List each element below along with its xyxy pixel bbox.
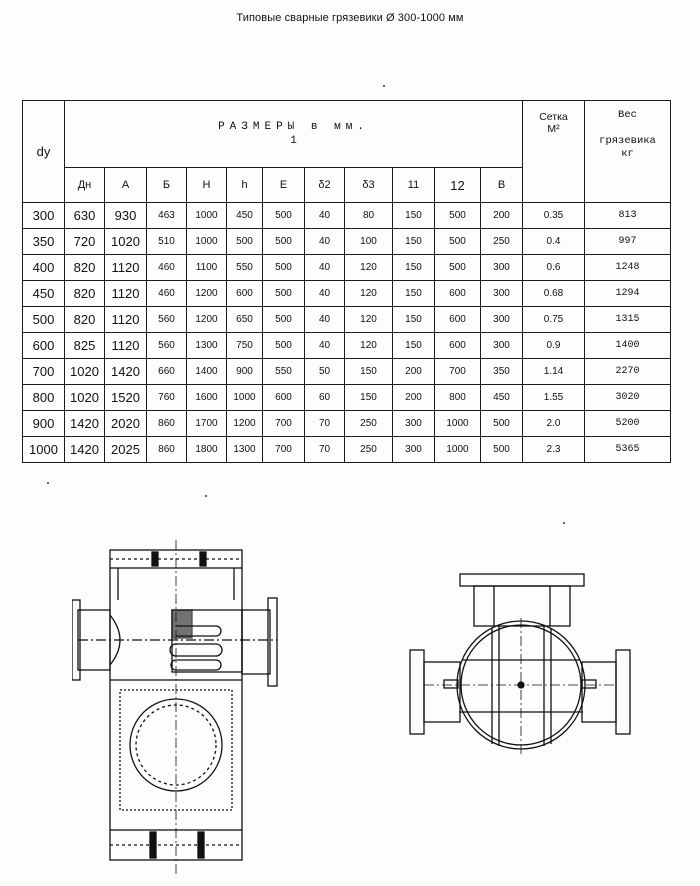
table-cell: 150 [393, 307, 435, 333]
table-cell: 1120 [105, 333, 147, 359]
setka-header [523, 101, 585, 203]
table-cell: 600 [435, 307, 481, 333]
table-cell: 600 [435, 281, 481, 307]
table-cell: 510 [147, 229, 187, 255]
table-cell: 550 [263, 359, 305, 385]
table-cell: 50 [305, 359, 345, 385]
table-cell: 200 [393, 359, 435, 385]
dimensions-table [22, 100, 671, 463]
table-cell: 500 [435, 229, 481, 255]
table-cell: 450 [227, 203, 263, 229]
table-cell: 120 [345, 255, 393, 281]
table-cell: 500 [263, 333, 305, 359]
scan-speck [205, 495, 207, 497]
table-cell: 460 [147, 255, 187, 281]
scan-speck [47, 482, 49, 484]
column-header: 11 [393, 168, 435, 203]
table-cell: 463 [147, 203, 187, 229]
table-cell: 500 [481, 437, 523, 463]
table-cell: 120 [345, 281, 393, 307]
table-cell: 0.9 [523, 333, 585, 359]
ves-label: Вес [618, 109, 637, 121]
sizes-header [65, 101, 523, 168]
table-cell: 2025 [105, 437, 147, 463]
table-cell: 40 [305, 203, 345, 229]
table-cell: 1000 [23, 437, 65, 463]
column-header: 12 [435, 168, 481, 203]
table-cell: 70 [305, 411, 345, 437]
table-cell: 1000 [435, 411, 481, 437]
table-cell: 40 [305, 281, 345, 307]
table-cell: 500 [23, 307, 65, 333]
table-cell: 1100 [187, 255, 227, 281]
table-cell: 1000 [435, 437, 481, 463]
table-cell: 550 [227, 255, 263, 281]
table-cell: 1020 [105, 229, 147, 255]
table-row [23, 437, 671, 463]
table-cell: 300 [481, 307, 523, 333]
table-cell: 2.0 [523, 411, 585, 437]
table-row [23, 411, 671, 437]
table-cell: 1020 [65, 385, 105, 411]
table-cell: 900 [227, 359, 263, 385]
table-row [23, 255, 671, 281]
table-cell: 1300 [187, 333, 227, 359]
table-cell: 200 [393, 385, 435, 411]
table-cell: 1248 [585, 255, 671, 281]
table-row [23, 203, 671, 229]
scan-speck [383, 85, 385, 87]
table-cell: 1200 [187, 307, 227, 333]
table-cell: 150 [393, 229, 435, 255]
table-cell: 1420 [105, 359, 147, 385]
table-cell: 100 [345, 229, 393, 255]
table-cell: 0.35 [523, 203, 585, 229]
sizes-header-sub: 1 [290, 135, 297, 147]
table-cell: 200 [481, 203, 523, 229]
table-cell: 820 [65, 307, 105, 333]
table-cell: 760 [147, 385, 187, 411]
table-row [23, 229, 671, 255]
table-cell: 860 [147, 437, 187, 463]
table-cell: 80 [345, 203, 393, 229]
table-cell: 1315 [585, 307, 671, 333]
table-cell: 0.6 [523, 255, 585, 281]
table-cell: 1400 [187, 359, 227, 385]
table-cell: 860 [147, 411, 187, 437]
table-cell: 300 [393, 411, 435, 437]
page-title: Типовые сварные грязевики Ø 300-1000 мм [236, 12, 464, 24]
table-cell: 5200 [585, 411, 671, 437]
table-cell: 1020 [65, 359, 105, 385]
table-cell: 70 [305, 437, 345, 463]
table-cell: 1600 [187, 385, 227, 411]
table-cell: 1000 [187, 229, 227, 255]
table-cell: 1000 [187, 203, 227, 229]
table-cell: 1294 [585, 281, 671, 307]
table-cell: 630 [65, 203, 105, 229]
table-cell: 600 [227, 281, 263, 307]
table-cell: 650 [227, 307, 263, 333]
table-cell: 300 [481, 333, 523, 359]
column-header: Е [263, 168, 305, 203]
table-row [23, 333, 671, 359]
table-cell: 700 [435, 359, 481, 385]
table-cell: 560 [147, 333, 187, 359]
table-cell: 1.55 [523, 385, 585, 411]
column-header: δ3 [345, 168, 393, 203]
end-view-drawing [404, 570, 636, 770]
column-header: Дн [65, 168, 105, 203]
table-cell: 825 [65, 333, 105, 359]
table-cell: 150 [393, 281, 435, 307]
table-cell: 1300 [227, 437, 263, 463]
table-cell: 2270 [585, 359, 671, 385]
table-cell: 40 [305, 255, 345, 281]
table-cell: 460 [147, 281, 187, 307]
table-cell: 1420 [65, 411, 105, 437]
setka-unit: М² [547, 123, 560, 135]
table-cell: 750 [227, 333, 263, 359]
scan-speck [563, 522, 565, 524]
table-cell: 60 [305, 385, 345, 411]
table-cell: 450 [23, 281, 65, 307]
table-cell: 500 [263, 255, 305, 281]
table-cell: 40 [305, 333, 345, 359]
table-cell: 0.75 [523, 307, 585, 333]
table-cell: 1420 [65, 437, 105, 463]
setka-label: Сетка [539, 111, 568, 123]
column-header: Н [187, 168, 227, 203]
table-cell: 450 [481, 385, 523, 411]
ves-header [585, 101, 671, 203]
table-cell: 660 [147, 359, 187, 385]
table-cell: 250 [345, 437, 393, 463]
table-cell: 997 [585, 229, 671, 255]
table-cell: 500 [263, 229, 305, 255]
table-cell: 150 [345, 385, 393, 411]
table-cell: 900 [23, 411, 65, 437]
table-cell: 930 [105, 203, 147, 229]
table-cell: 600 [23, 333, 65, 359]
table-cell: 1400 [585, 333, 671, 359]
table-cell: 813 [585, 203, 671, 229]
table-cell: 150 [393, 203, 435, 229]
table-cell: 350 [481, 359, 523, 385]
table-cell: 300 [481, 255, 523, 281]
table-cell: 600 [435, 333, 481, 359]
table-cell: 500 [435, 203, 481, 229]
table-cell: 700 [263, 437, 305, 463]
column-header: Б [147, 168, 187, 203]
table-cell: 1.14 [523, 359, 585, 385]
table-cell: 700 [263, 411, 305, 437]
table-cell: 5365 [585, 437, 671, 463]
table-cell: 820 [65, 281, 105, 307]
table-cell: 500 [263, 307, 305, 333]
table-cell: 500 [227, 229, 263, 255]
table-cell: 1120 [105, 307, 147, 333]
table-cell: 250 [481, 229, 523, 255]
table-cell: 700 [23, 359, 65, 385]
table-cell: 40 [305, 229, 345, 255]
table-cell: 1120 [105, 255, 147, 281]
table-cell: 1200 [187, 281, 227, 307]
table-cell: 500 [435, 255, 481, 281]
table-cell: 560 [147, 307, 187, 333]
table-cell: 0.68 [523, 281, 585, 307]
table-cell: 2020 [105, 411, 147, 437]
table-cell: 2.3 [523, 437, 585, 463]
table-cell: 300 [481, 281, 523, 307]
table-cell: 120 [345, 333, 393, 359]
dy-header: dy [23, 101, 65, 203]
table-row [23, 307, 671, 333]
table-cell: 720 [65, 229, 105, 255]
table-cell: 150 [393, 255, 435, 281]
table-cell: 0.4 [523, 229, 585, 255]
table-cell: 120 [345, 307, 393, 333]
ves-label2: грязевика [599, 135, 656, 147]
table-cell: 1120 [105, 281, 147, 307]
column-header: В [481, 168, 523, 203]
table-cell: 1200 [227, 411, 263, 437]
sizes-header-label: РАЗМЕРЫ в мм. [218, 121, 369, 133]
table-cell: 800 [23, 385, 65, 411]
table-cell: 350 [23, 229, 65, 255]
section-drawing [72, 540, 292, 880]
table-cell: 820 [65, 255, 105, 281]
table-cell: 150 [393, 333, 435, 359]
table-cell: 1700 [187, 411, 227, 437]
table-cell: 1000 [227, 385, 263, 411]
table-cell: 600 [263, 385, 305, 411]
table-body [23, 203, 671, 463]
table-cell: 300 [23, 203, 65, 229]
table-cell: 250 [345, 411, 393, 437]
table-row [23, 281, 671, 307]
table-cell: 40 [305, 307, 345, 333]
table-cell: 150 [345, 359, 393, 385]
column-header: h [227, 168, 263, 203]
ves-unit: кг [621, 148, 634, 160]
table-cell: 300 [393, 437, 435, 463]
column-header: А [105, 168, 147, 203]
table-row [23, 359, 671, 385]
table-cell: 400 [23, 255, 65, 281]
table-cell: 3020 [585, 385, 671, 411]
table-cell: 800 [435, 385, 481, 411]
table-cell: 500 [263, 203, 305, 229]
table-cell: 1520 [105, 385, 147, 411]
table-row [23, 385, 671, 411]
table-cell: 1800 [187, 437, 227, 463]
table-cell: 500 [263, 281, 305, 307]
column-header: δ2 [305, 168, 345, 203]
table-cell: 500 [481, 411, 523, 437]
